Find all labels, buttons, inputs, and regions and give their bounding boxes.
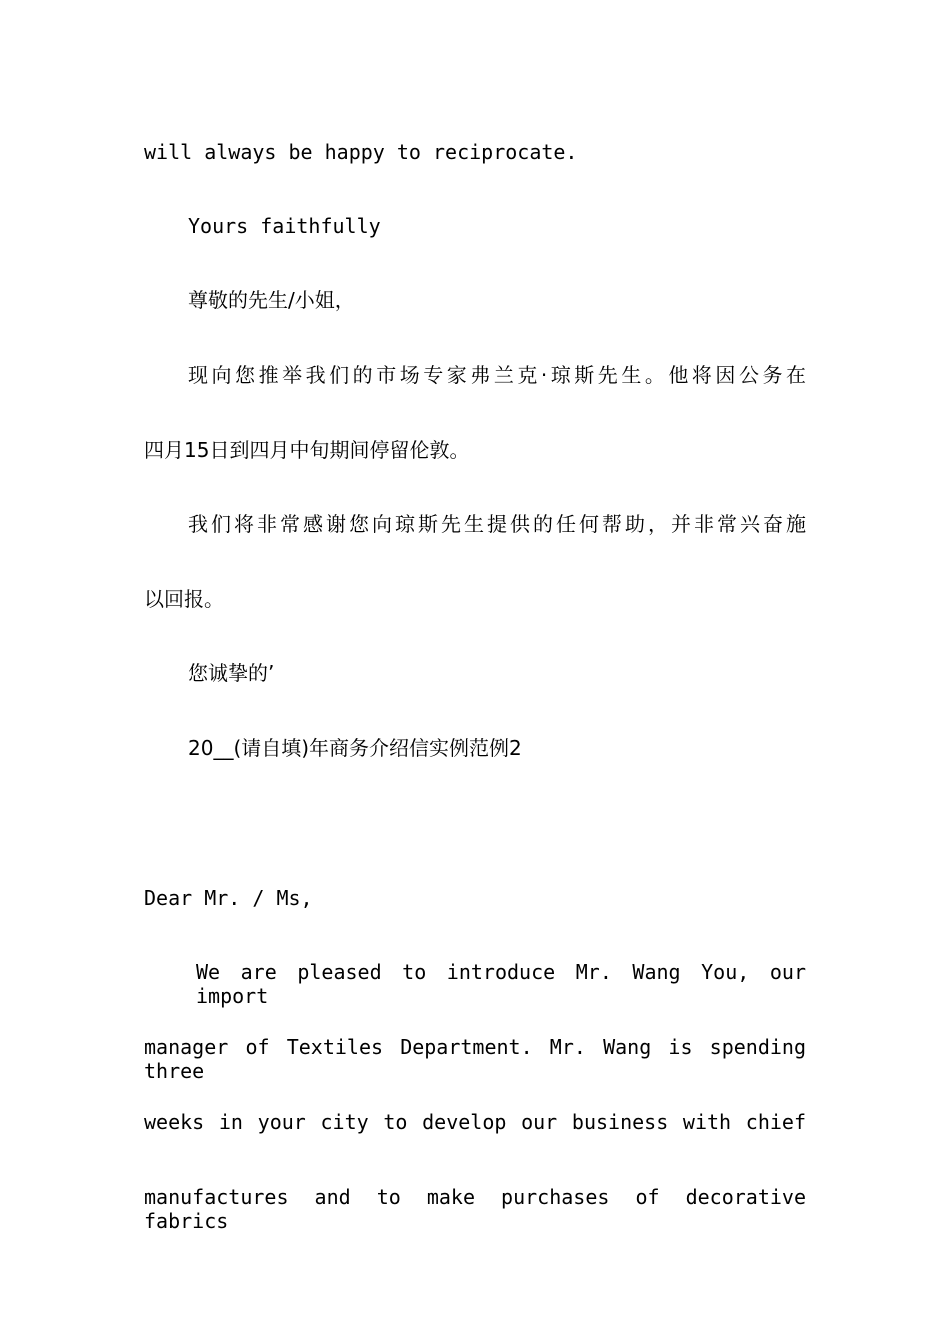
text-line: 四月15日到四月中旬期间停留伦敦。: [144, 438, 470, 462]
text-line: weeks in your city to develop our business with chief: [144, 1110, 806, 1134]
letter-salutation: Dear Mr. / Ms,: [144, 886, 313, 910]
text-line: 以回报。: [144, 587, 224, 611]
text-line: 我们将非常感谢您向琼斯先生提供的任何帮助，并非常兴奋施: [188, 512, 806, 536]
text-line: We are pleased to introduce Mr. Wang You, our import: [196, 960, 806, 1008]
text-line: manufactures and to make purchases of decorative fabrics: [144, 1185, 806, 1233]
closing-salutation: Yours faithfully: [188, 214, 381, 238]
section-heading: 20__(请自填)年商务介绍信实例范例2: [188, 736, 522, 760]
text-line: manager of Textiles Department. Mr. Wang is spending three: [144, 1035, 806, 1083]
chinese-closing: 您诚挚的’: [188, 661, 275, 685]
text-line: 现向您推举我们的市场专家弗兰克·琼斯先生。他将因公务在: [188, 363, 806, 387]
text-line: will always be happy to reciprocate.: [144, 140, 578, 164]
chinese-salutation: 尊敬的先生/小姐，: [188, 288, 355, 312]
